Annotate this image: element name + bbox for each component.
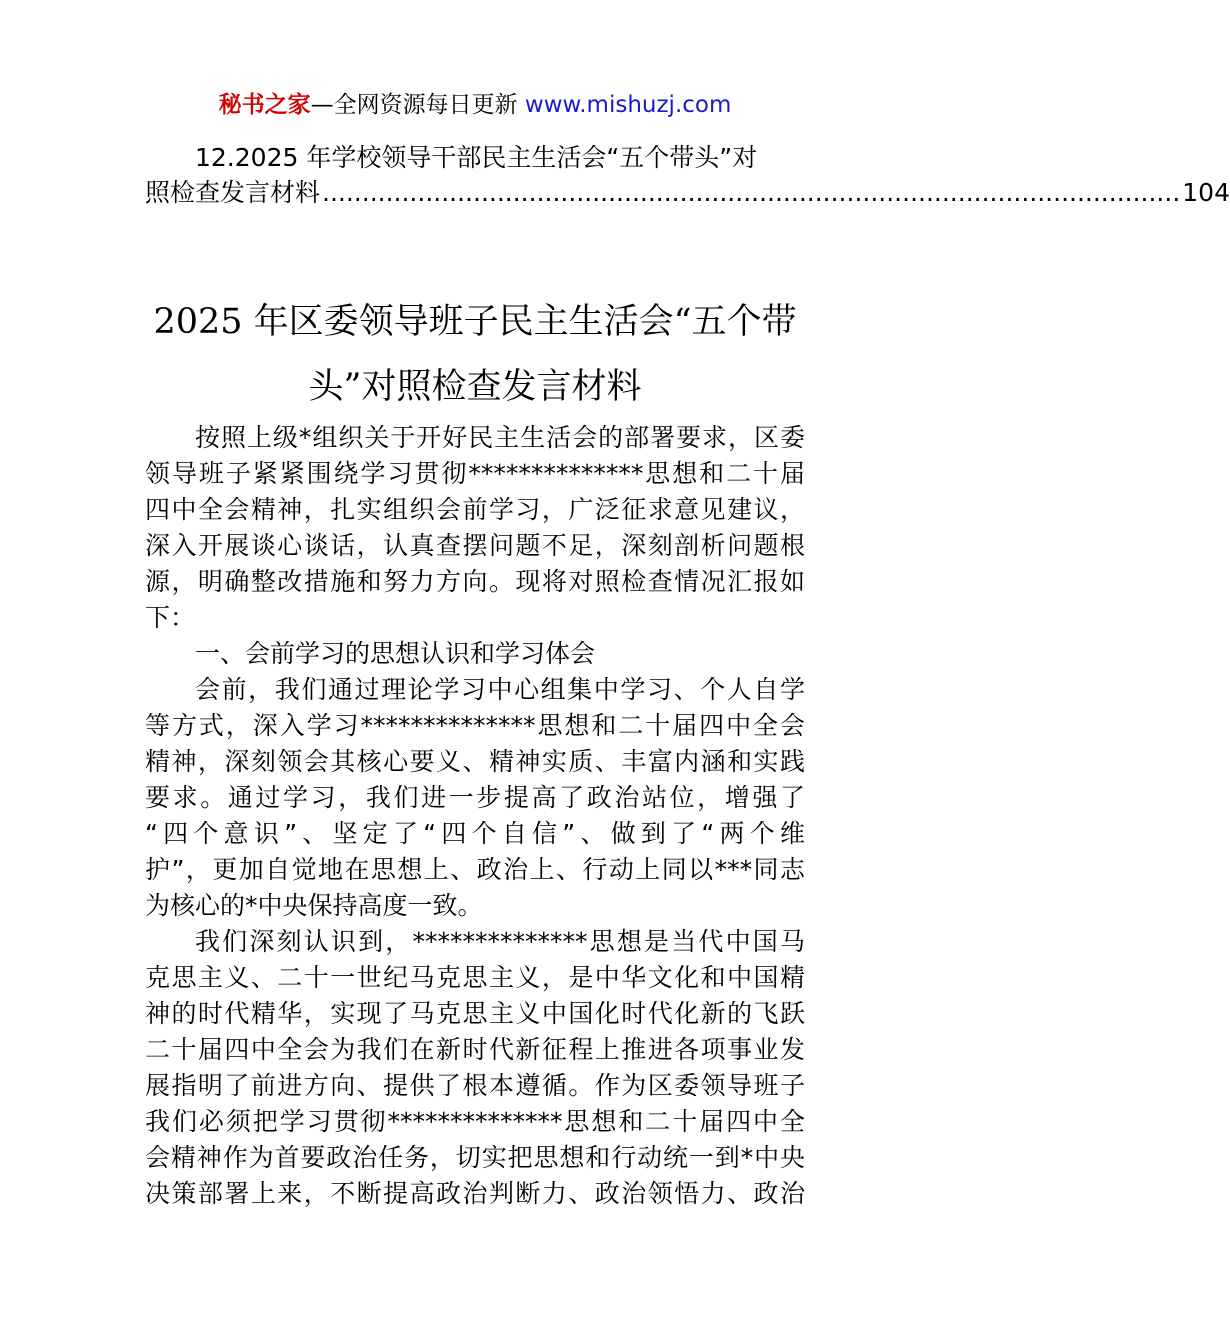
section-heading: 一、会前学习的思想认识和学习体会	[195, 639, 596, 668]
toc-entry-text: 照检查发言材料	[145, 178, 321, 207]
toc-leader-dots: ............................................................................................................	[322, 178, 1181, 207]
body-line: 下：	[145, 603, 196, 632]
body-line: 源，明确整改措施和努力方向。现将对照检查情况汇报如	[145, 567, 805, 596]
body-line: 深入开展谈心谈话，认真查摆问题不足，深刻剖析问题根	[145, 531, 805, 560]
site-header	[0, 88, 950, 122]
document-body	[145, 420, 805, 1212]
body-line: 我们必须把学习贯彻**************思想和二十届四中全	[145, 1107, 805, 1136]
body-line: 精神，深刻领会其核心要义、精神实质、丰富内涵和实践	[145, 747, 805, 776]
body-line: 为核心的*中央保持高度一致。	[145, 891, 483, 920]
body-line: 领导班子紧紧围绕学习贯彻**************思想和二十届	[145, 459, 805, 488]
body-line: 等方式，深入学习**************思想和二十届四中全会	[145, 711, 805, 740]
body-line: 神的时代精华，实现了马克思主义中国化时代化新的飞跃	[145, 999, 805, 1028]
body-line: 护”，更加自觉地在思想上、政治上、行动上同以***同志	[145, 855, 805, 884]
body-line: 要求。通过学习，我们进一步提高了政治站位，增强了	[145, 783, 805, 812]
document-title-line2: 头”对照检查发言材料	[308, 367, 642, 407]
toc-entry-line1: 12.2025 年学校领导干部民主生活会“五个带头”对	[195, 143, 758, 172]
body-line: 会精神作为首要政治任务，切实把思想和行动统一到*中央	[145, 1143, 805, 1172]
site-tagline: —全网资源每日更新	[310, 92, 525, 118]
site-brand: 秘书之家	[218, 92, 311, 118]
body-line: 决策部署上来，不断提高政治判断力、政治领悟力、政治	[145, 1179, 805, 1208]
toc-entry[interactable]	[145, 140, 1230, 210]
toc-entry-line2	[145, 175, 1230, 210]
body-line: “四个意识”、坚定了“四个自信”、做到了“两个维	[145, 819, 805, 848]
body-line: 二十届四中全会为我们在新时代新征程上推进各项事业发	[145, 1035, 805, 1064]
body-line: 会前，我们通过理论学习中心组集中学习、个人自学	[195, 675, 805, 704]
document-title-line1: 2025 年区委领导班子民主生活会“五个带	[153, 302, 797, 342]
body-line: 按照上级*组织关于开好民主生活会的部署要求，区委	[195, 423, 805, 452]
document-title	[145, 290, 805, 420]
body-line: 四中全会精神，扎实组织会前学习，广泛征求意见建议，	[145, 495, 805, 524]
site-url-link[interactable]: www.mishuzj.com	[524, 92, 732, 118]
body-line: 我们深刻认识到，**************思想是当代中国马	[195, 927, 805, 956]
body-line: 克思主义、二十一世纪马克思主义，是中华文化和中国精	[145, 963, 805, 992]
body-line: 展指明了前进方向、提供了根本遵循。作为区委领导班子	[145, 1071, 805, 1100]
toc-page-number: 104	[1182, 178, 1230, 207]
